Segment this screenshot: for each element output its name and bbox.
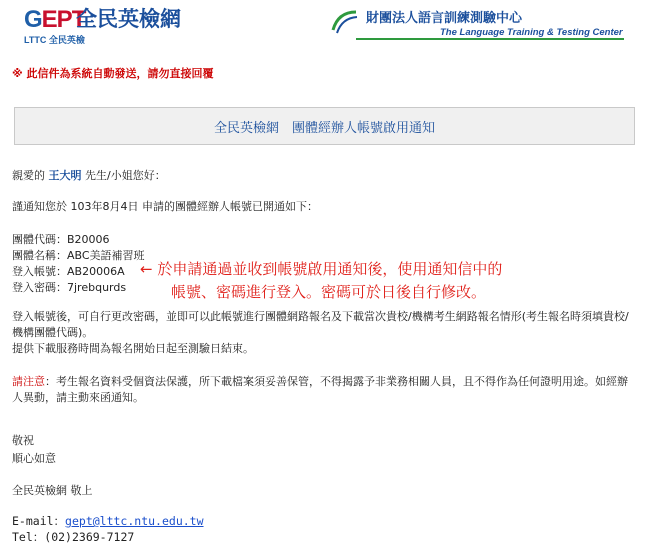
- contact-tel: Tel：(02)2369-7127: [12, 530, 135, 544]
- email-header: GEPT LTTC 全民英檢 全民英檢網 財團法人語言訓練測驗中心 The Language Training & Testing Center: [0, 0, 650, 52]
- email-link[interactable]: gept@lttc.ntu.edu.tw: [65, 514, 204, 528]
- login-annotation: ← 於申請通過並收到帳號啟用通知後，使用通知信中的 帳號、密碼進行登入。密碼可於日後自行修改。: [140, 260, 503, 301]
- lttc-logo: [330, 6, 630, 46]
- greeting: 親愛的 王大明 先生/小姐您好：: [12, 169, 166, 182]
- field-group-code: 團體代碼：B20006: [12, 233, 110, 246]
- email-title: 全民英檢網 團體經辦人帳號啟用通知: [213, 120, 435, 136]
- lttc-emblem-icon: [330, 8, 360, 38]
- closing-line-1: 敬祝: [12, 434, 34, 447]
- header-underline: [356, 38, 624, 40]
- field-login-password: 登入密碼：7jrebqurds: [12, 281, 127, 294]
- annotation-arrow-icon: ←: [140, 260, 153, 278]
- field-login-account: 登入帳號：AB20006A: [12, 265, 125, 278]
- auto-email-notice: ※ 此信件為系統自動發送，請勿直接回覆: [12, 67, 214, 80]
- title-box: [14, 107, 635, 145]
- lttc-english-name: The Language Training & Testing Center: [440, 27, 623, 38]
- intro-text: 謹通知您於 103年8月4日 申請的團體經辦人帳號已開通如下：: [12, 200, 318, 213]
- lttc-logo-text: LTTC 全民英檢: [24, 35, 85, 45]
- attention-paragraph: 請注意：考生報名資料受個資法保護，所下載檔案須妥善保管，不得揭露予非業務相關人員，且不得作為任何證明用途。如經辦人異動，請主動來函通知。: [12, 375, 628, 404]
- lttc-chinese-name: 財團法人語言訓練測驗中心: [366, 11, 523, 26]
- site-name: 全民英檢網: [76, 7, 181, 31]
- recipient-name: 王大明: [48, 169, 82, 182]
- paragraph-login-info: 登入帳號後，可自行更改密碼，並即可以此帳號進行團體網路報名及下載當次貴校/機構考生網路報名情形(考生報名時須填貴校/機構團體代碼)。: [12, 310, 629, 339]
- closing-line-2: 順心如意: [12, 452, 56, 465]
- signature: 全民英檢網 敬上: [12, 484, 93, 497]
- attention-label: 請注意: [12, 375, 45, 388]
- contact-email: E-mail：gept@lttc.ntu.edu.tw: [12, 514, 204, 528]
- field-group-name: 團體名稱：ABC美語補習班: [12, 249, 145, 262]
- paragraph-download-period: 提供下載服務時間為報名開始日起至測驗日結束。: [12, 342, 254, 355]
